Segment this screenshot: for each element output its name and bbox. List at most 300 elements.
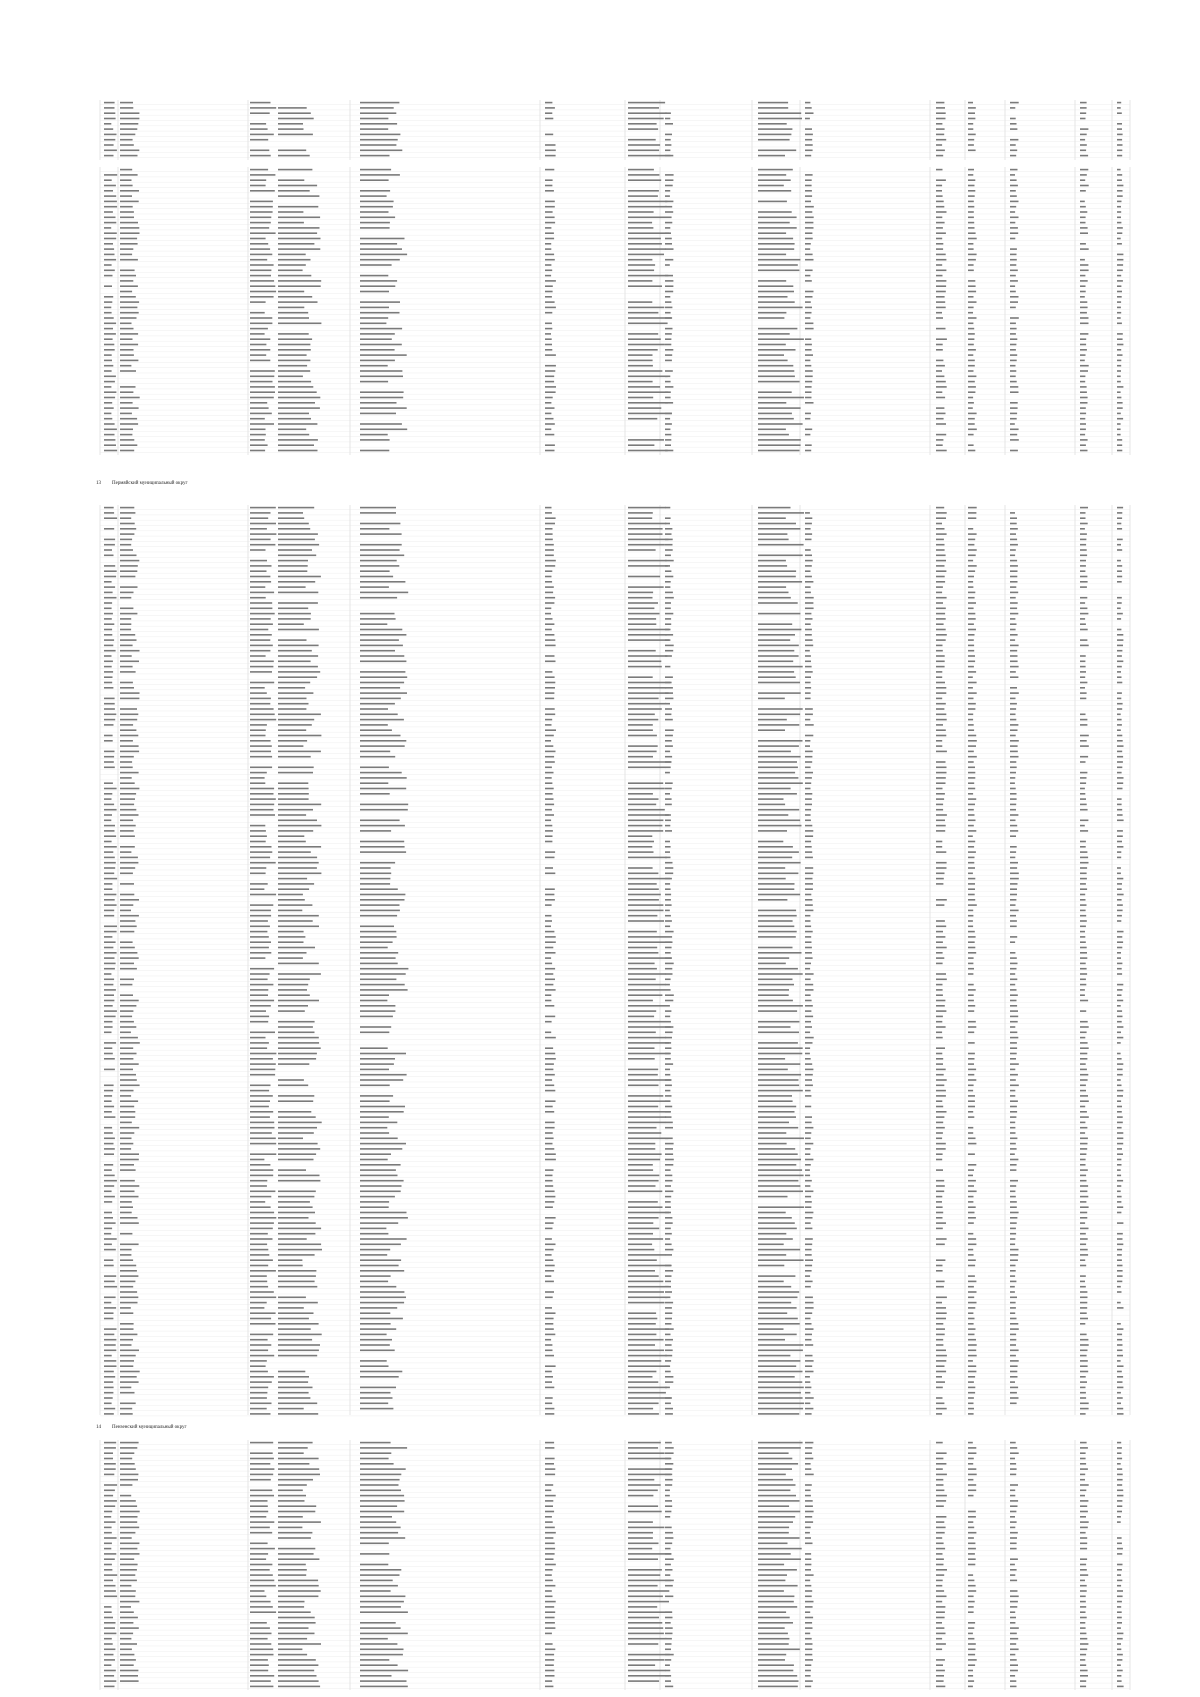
cell-text-stroke bbox=[1117, 719, 1122, 721]
cell-text-stroke bbox=[278, 1686, 320, 1688]
cell-text-stroke bbox=[628, 1244, 652, 1246]
cell-text-stroke bbox=[104, 989, 116, 991]
cell-text-stroke bbox=[628, 634, 667, 636]
cell-text-stroke bbox=[360, 1222, 398, 1224]
cell-text-stroke bbox=[665, 1537, 673, 1539]
cell-text-stroke bbox=[250, 729, 266, 731]
cell-text-stroke bbox=[628, 602, 658, 604]
cell-text-stroke bbox=[805, 555, 812, 557]
cell-text-stroke bbox=[968, 973, 973, 975]
cell-text-stroke bbox=[104, 1302, 111, 1304]
cell-text-stroke bbox=[936, 1622, 942, 1624]
cell-text-stroke bbox=[936, 899, 947, 901]
cell-text-stroke bbox=[1080, 360, 1085, 362]
cell-text-stroke bbox=[665, 1553, 671, 1555]
cell-text-stroke bbox=[805, 565, 812, 567]
cell-text-stroke bbox=[805, 450, 811, 452]
cell-text-stroke bbox=[104, 1532, 112, 1534]
cell-text-stroke bbox=[104, 1659, 115, 1661]
cell-text-stroke bbox=[758, 1021, 799, 1023]
cell-text-stroke bbox=[104, 1617, 113, 1619]
cell-text-stroke bbox=[278, 804, 321, 806]
cell-text-stroke bbox=[758, 1365, 796, 1367]
cell-text-stroke bbox=[360, 586, 389, 588]
cell-text-stroke bbox=[104, 528, 114, 530]
section-heading-14: Пензенский муниципальный округ bbox=[112, 1425, 187, 1430]
cell-text-stroke bbox=[104, 963, 116, 965]
cell-text-stroke bbox=[936, 507, 944, 509]
cell-text-stroke bbox=[665, 291, 673, 293]
cell-text-stroke bbox=[360, 1217, 408, 1219]
cell-text-stroke bbox=[360, 1490, 401, 1492]
cell-text-stroke bbox=[545, 973, 553, 975]
cell-text-stroke bbox=[968, 333, 975, 335]
cell-text-stroke bbox=[936, 217, 942, 219]
cell-text-stroke bbox=[250, 915, 271, 917]
cell-text-stroke bbox=[120, 767, 133, 769]
cell-text-stroke bbox=[104, 1675, 114, 1677]
cell-text-stroke bbox=[120, 1670, 138, 1672]
cell-text-stroke bbox=[665, 1138, 673, 1140]
cell-text-stroke bbox=[120, 729, 136, 731]
cell-text-stroke bbox=[1117, 1334, 1122, 1336]
cell-text-stroke bbox=[1117, 1611, 1122, 1613]
cell-text-stroke bbox=[628, 1376, 653, 1378]
cell-text-stroke bbox=[360, 1442, 391, 1444]
cell-text-stroke bbox=[665, 1344, 672, 1346]
cell-text-stroke bbox=[1117, 735, 1122, 737]
cell-text-stroke bbox=[1117, 1191, 1121, 1193]
cell-text-stroke bbox=[968, 841, 975, 843]
cell-text-stroke bbox=[278, 118, 314, 120]
cell-text-stroke bbox=[120, 1132, 134, 1134]
cell-text-stroke bbox=[278, 360, 310, 362]
cell-text-stroke bbox=[758, 1339, 785, 1341]
cell-text-stroke bbox=[805, 979, 811, 981]
cell-text-stroke bbox=[278, 692, 313, 694]
cell-text-stroke bbox=[360, 407, 407, 409]
cell-text-stroke bbox=[805, 1622, 812, 1624]
cell-text-stroke bbox=[250, 825, 265, 827]
cell-text-stroke bbox=[360, 533, 402, 535]
cell-text-stroke bbox=[1080, 291, 1086, 293]
cell-text-stroke bbox=[120, 195, 132, 197]
cell-text-stroke bbox=[1117, 195, 1123, 197]
cell-text-stroke bbox=[104, 735, 113, 737]
cell-text-stroke bbox=[1010, 570, 1018, 572]
cell-text-stroke bbox=[104, 814, 112, 816]
cell-text-stroke bbox=[545, 820, 551, 822]
cell-text-stroke bbox=[665, 1365, 670, 1367]
cell-text-stroke bbox=[545, 777, 552, 779]
cell-text-stroke bbox=[278, 507, 314, 509]
cell-text-stroke bbox=[936, 798, 944, 800]
cell-text-stroke bbox=[120, 1047, 133, 1049]
cell-text-stroke bbox=[968, 788, 975, 790]
cell-text-stroke bbox=[1117, 1392, 1121, 1394]
cell-text-stroke bbox=[1080, 1212, 1087, 1214]
cell-text-stroke bbox=[278, 155, 310, 157]
cell-text-stroke bbox=[120, 947, 135, 949]
cell-text-stroke bbox=[1117, 1095, 1123, 1097]
cell-text-stroke bbox=[545, 639, 555, 641]
cell-text-stroke bbox=[936, 1032, 942, 1034]
cell-text-stroke bbox=[1080, 323, 1089, 325]
cell-text-stroke bbox=[758, 423, 803, 425]
cell-text-stroke bbox=[360, 169, 391, 171]
cell-text-stroke bbox=[1117, 1468, 1122, 1470]
cell-text-stroke bbox=[968, 666, 974, 668]
cell-text-stroke bbox=[665, 1143, 674, 1145]
cell-text-stroke bbox=[936, 1355, 947, 1357]
cell-text-stroke bbox=[758, 592, 789, 594]
cell-text-stroke bbox=[936, 1206, 943, 1208]
cell-text-stroke bbox=[1080, 1222, 1085, 1224]
cell-text-stroke bbox=[360, 1153, 391, 1155]
cell-text-stroke bbox=[104, 782, 113, 784]
cell-text-stroke bbox=[1010, 1005, 1017, 1007]
cell-text-stroke bbox=[1117, 1543, 1122, 1545]
cell-text-stroke bbox=[968, 1127, 973, 1129]
cell-text-stroke bbox=[665, 418, 670, 420]
cell-text-stroke bbox=[1080, 354, 1086, 356]
cell-text-stroke bbox=[104, 354, 112, 356]
cell-text-stroke bbox=[968, 941, 975, 943]
cell-text-stroke bbox=[1080, 1387, 1086, 1389]
cell-text-stroke bbox=[968, 243, 973, 245]
cell-text-stroke bbox=[665, 174, 674, 176]
cell-text-stroke bbox=[250, 1212, 274, 1214]
cell-text-stroke bbox=[628, 1143, 655, 1145]
cell-text-stroke bbox=[968, 270, 974, 272]
cell-text-stroke bbox=[1010, 1159, 1018, 1161]
cell-text-stroke bbox=[278, 439, 318, 441]
cell-text-stroke bbox=[968, 570, 975, 572]
cell-text-stroke bbox=[545, 328, 552, 330]
cell-text-stroke bbox=[1010, 155, 1016, 157]
cell-text-stroke bbox=[805, 317, 810, 319]
cell-text-stroke bbox=[1080, 1659, 1085, 1661]
cell-text-stroke bbox=[360, 1270, 404, 1272]
cell-text-stroke bbox=[250, 179, 266, 181]
cell-text-stroke bbox=[104, 201, 117, 203]
cell-text-stroke bbox=[104, 862, 116, 864]
cell-text-stroke bbox=[360, 1233, 388, 1235]
cell-text-stroke bbox=[1010, 994, 1018, 996]
cell-text-stroke bbox=[1117, 888, 1122, 890]
cell-text-stroke bbox=[1080, 539, 1086, 541]
cell-text-stroke bbox=[120, 1664, 134, 1666]
cell-text-stroke bbox=[545, 1005, 554, 1007]
cell-text-stroke bbox=[278, 788, 309, 790]
cell-text-stroke bbox=[936, 248, 943, 250]
cell-text-stroke bbox=[1117, 1074, 1123, 1076]
cell-text-stroke bbox=[278, 1516, 303, 1518]
cell-text-stroke bbox=[1117, 1537, 1122, 1539]
cell-text-stroke bbox=[665, 570, 671, 572]
cell-text-stroke bbox=[1010, 1191, 1015, 1193]
cell-text-stroke bbox=[936, 528, 945, 530]
cell-text-stroke bbox=[1080, 873, 1087, 875]
cell-text-stroke bbox=[1010, 772, 1016, 774]
cell-text-stroke bbox=[1080, 1643, 1088, 1645]
cell-text-stroke bbox=[360, 1063, 394, 1065]
cell-text-stroke bbox=[936, 365, 945, 367]
cell-text-stroke bbox=[120, 112, 139, 114]
cell-text-stroke bbox=[278, 555, 316, 557]
cell-text-stroke bbox=[545, 1500, 553, 1502]
cell-text-stroke bbox=[968, 317, 977, 319]
cell-text-stroke bbox=[1117, 1244, 1123, 1246]
cell-text-stroke bbox=[628, 703, 666, 705]
cell-text-stroke bbox=[360, 280, 397, 282]
cell-text-stroke bbox=[104, 1521, 116, 1523]
cell-text-stroke bbox=[278, 841, 306, 843]
cell-text-stroke bbox=[278, 407, 320, 409]
cell-text-stroke bbox=[104, 544, 115, 546]
cell-text-stroke bbox=[968, 963, 973, 965]
cell-text-stroke bbox=[968, 1275, 975, 1277]
cell-text-stroke bbox=[360, 333, 395, 335]
cell-text-stroke bbox=[1010, 1053, 1017, 1055]
cell-text-stroke bbox=[278, 1643, 321, 1645]
cell-text-stroke bbox=[360, 222, 390, 224]
cell-text-stroke bbox=[120, 1468, 136, 1470]
cell-text-stroke bbox=[250, 1116, 270, 1118]
cell-text-stroke bbox=[360, 201, 394, 203]
cell-text-stroke bbox=[805, 1148, 811, 1150]
cell-text-stroke bbox=[545, 1447, 554, 1449]
cell-text-stroke bbox=[1080, 926, 1086, 928]
cell-text-stroke bbox=[1080, 1350, 1088, 1352]
cell-text-stroke bbox=[120, 788, 139, 790]
cell-text-stroke bbox=[545, 830, 553, 832]
cell-text-stroke bbox=[120, 444, 137, 446]
cell-text-stroke bbox=[936, 1148, 946, 1150]
cell-text-stroke bbox=[1117, 1233, 1123, 1235]
cell-text-stroke bbox=[278, 1670, 314, 1672]
cell-text-stroke bbox=[1080, 1463, 1086, 1465]
cell-text-stroke bbox=[968, 698, 974, 700]
cell-text-stroke bbox=[665, 1574, 670, 1576]
cell-text-stroke bbox=[968, 857, 975, 859]
cell-text-stroke bbox=[278, 1281, 315, 1283]
cell-text-stroke bbox=[250, 623, 273, 625]
cell-text-stroke bbox=[120, 1452, 134, 1454]
cell-text-stroke bbox=[628, 698, 659, 700]
cell-text-stroke bbox=[104, 1127, 112, 1129]
cell-text-stroke bbox=[1080, 1622, 1085, 1624]
cell-text-stroke bbox=[1080, 1169, 1088, 1171]
cell-text-stroke bbox=[1117, 565, 1122, 567]
cell-text-stroke bbox=[360, 729, 392, 731]
cell-text-stroke bbox=[968, 512, 976, 514]
cell-text-stroke bbox=[120, 439, 134, 441]
cell-text-stroke bbox=[968, 1180, 976, 1182]
cell-text-stroke bbox=[1117, 613, 1123, 615]
cell-text-stroke bbox=[936, 1153, 943, 1155]
cell-text-stroke bbox=[360, 150, 402, 152]
cell-text-stroke bbox=[278, 344, 310, 346]
cell-text-stroke bbox=[936, 549, 945, 551]
cell-text-stroke bbox=[545, 1458, 555, 1460]
cell-text-stroke bbox=[120, 307, 137, 309]
cell-text-stroke bbox=[758, 222, 790, 224]
cell-text-stroke bbox=[120, 280, 133, 282]
cell-text-stroke bbox=[665, 1596, 673, 1598]
cell-text-stroke bbox=[360, 118, 388, 120]
cell-text-stroke bbox=[805, 1191, 813, 1193]
cell-text-stroke bbox=[665, 155, 673, 157]
cell-text-stroke bbox=[120, 1244, 139, 1246]
cell-text-stroke bbox=[968, 1196, 974, 1198]
cell-text-stroke bbox=[936, 1596, 947, 1598]
cell-text-stroke bbox=[968, 222, 974, 224]
cell-text-stroke bbox=[968, 682, 977, 684]
cell-text-stroke bbox=[278, 227, 320, 229]
cell-text-stroke bbox=[278, 740, 307, 742]
cell-text-stroke bbox=[936, 608, 946, 610]
cell-text-stroke bbox=[805, 671, 813, 673]
cell-text-stroke bbox=[1080, 1365, 1088, 1367]
cell-text-stroke bbox=[250, 1042, 269, 1044]
cell-text-stroke bbox=[805, 1643, 813, 1645]
cell-text-stroke bbox=[104, 150, 117, 152]
cell-text-stroke bbox=[278, 1286, 317, 1288]
cell-text-stroke bbox=[250, 139, 268, 141]
cell-text-stroke bbox=[936, 1543, 944, 1545]
cell-text-stroke bbox=[1010, 1323, 1018, 1325]
cell-text-stroke bbox=[1010, 338, 1017, 340]
cell-text-stroke bbox=[250, 629, 268, 631]
cell-text-stroke bbox=[104, 243, 113, 245]
cell-text-stroke bbox=[628, 1291, 664, 1293]
cell-text-stroke bbox=[628, 222, 652, 224]
cell-text-stroke bbox=[278, 989, 307, 991]
cell-text-stroke bbox=[805, 1143, 813, 1145]
cell-text-stroke bbox=[250, 719, 276, 721]
cell-text-stroke bbox=[278, 565, 308, 567]
cell-text-stroke bbox=[758, 317, 784, 319]
cell-text-stroke bbox=[360, 544, 402, 546]
cell-text-stroke bbox=[758, 1079, 799, 1081]
cell-text-stroke bbox=[628, 793, 653, 795]
cell-text-stroke bbox=[1010, 270, 1018, 272]
cell-text-stroke bbox=[968, 179, 975, 181]
cell-text-stroke bbox=[665, 1569, 673, 1571]
cell-text-stroke bbox=[628, 1191, 662, 1193]
cell-text-stroke bbox=[545, 1553, 555, 1555]
cell-text-stroke bbox=[1080, 1360, 1088, 1362]
cell-text-stroke bbox=[628, 128, 658, 130]
cell-text-stroke bbox=[936, 296, 945, 298]
cell-text-stroke bbox=[1080, 407, 1086, 409]
cell-text-stroke bbox=[360, 1244, 401, 1246]
cell-text-stroke bbox=[936, 307, 946, 309]
cell-text-stroke bbox=[1117, 1617, 1122, 1619]
cell-text-stroke bbox=[968, 296, 974, 298]
cell-text-stroke bbox=[968, 623, 974, 625]
cell-text-stroke bbox=[1080, 1532, 1086, 1534]
cell-text-stroke bbox=[120, 698, 139, 700]
cell-text-stroke bbox=[120, 894, 134, 896]
cell-text-stroke bbox=[360, 1100, 390, 1102]
cell-text-stroke bbox=[250, 174, 275, 176]
cell-text-stroke bbox=[758, 201, 787, 203]
cell-text-stroke bbox=[250, 102, 271, 104]
cell-text-stroke bbox=[104, 123, 111, 125]
cell-text-stroke bbox=[545, 618, 553, 620]
cell-text-stroke bbox=[250, 429, 266, 431]
cell-text-stroke bbox=[628, 1148, 655, 1150]
cell-text-stroke bbox=[104, 248, 114, 250]
cell-text-stroke bbox=[665, 1649, 671, 1651]
cell-text-stroke bbox=[250, 952, 271, 954]
cell-text-stroke bbox=[104, 608, 112, 610]
cell-text-stroke bbox=[805, 227, 814, 229]
cell-text-stroke bbox=[805, 835, 813, 837]
cell-text-stroke bbox=[628, 407, 661, 409]
cell-text-stroke bbox=[1080, 523, 1088, 525]
cell-text-stroke bbox=[805, 1069, 813, 1071]
cell-text-stroke bbox=[545, 1622, 555, 1624]
cell-text-stroke bbox=[968, 1307, 975, 1309]
cell-text-stroke bbox=[805, 1302, 814, 1304]
cell-text-stroke bbox=[360, 190, 390, 192]
cell-text-stroke bbox=[545, 963, 552, 965]
cell-text-stroke bbox=[628, 867, 653, 869]
cell-text-stroke bbox=[545, 280, 556, 282]
cell-text-stroke bbox=[545, 1606, 554, 1608]
cell-text-stroke bbox=[1080, 1339, 1088, 1341]
cell-text-stroke bbox=[628, 201, 667, 203]
cell-text-stroke bbox=[665, 1191, 673, 1193]
cell-text-stroke bbox=[104, 296, 113, 298]
cell-text-stroke bbox=[360, 1148, 402, 1150]
cell-text-stroke bbox=[936, 682, 945, 684]
cell-text-stroke bbox=[805, 576, 812, 578]
cell-text-stroke bbox=[665, 1548, 671, 1550]
cell-text-stroke bbox=[250, 323, 272, 325]
cell-text-stroke bbox=[120, 1474, 138, 1476]
cell-text-stroke bbox=[104, 376, 116, 378]
cell-text-stroke bbox=[545, 201, 555, 203]
cell-text-stroke bbox=[104, 434, 115, 436]
cell-text-stroke bbox=[1117, 386, 1123, 388]
cell-text-stroke bbox=[968, 190, 975, 192]
cell-text-stroke bbox=[665, 1021, 671, 1023]
cell-text-stroke bbox=[628, 857, 667, 859]
cell-text-stroke bbox=[278, 1021, 315, 1023]
cell-text-stroke bbox=[1080, 1601, 1086, 1603]
cell-text-stroke bbox=[805, 798, 812, 800]
cell-text-stroke bbox=[758, 676, 796, 678]
cell-text-stroke bbox=[1010, 1318, 1017, 1320]
cell-text-stroke bbox=[1010, 1228, 1016, 1230]
cell-text-stroke bbox=[1080, 623, 1086, 625]
cell-text-stroke bbox=[936, 407, 944, 409]
cell-text-stroke bbox=[250, 1286, 268, 1288]
cell-text-stroke bbox=[1080, 296, 1085, 298]
cell-text-stroke bbox=[1010, 248, 1017, 250]
cell-text-stroke bbox=[1080, 947, 1087, 949]
cell-text-stroke bbox=[545, 1381, 552, 1383]
cell-text-stroke bbox=[250, 190, 275, 192]
cell-text-stroke bbox=[936, 777, 946, 779]
cell-text-stroke bbox=[360, 1132, 389, 1134]
cell-text-stroke bbox=[665, 429, 670, 431]
cell-text-stroke bbox=[1010, 1312, 1015, 1314]
